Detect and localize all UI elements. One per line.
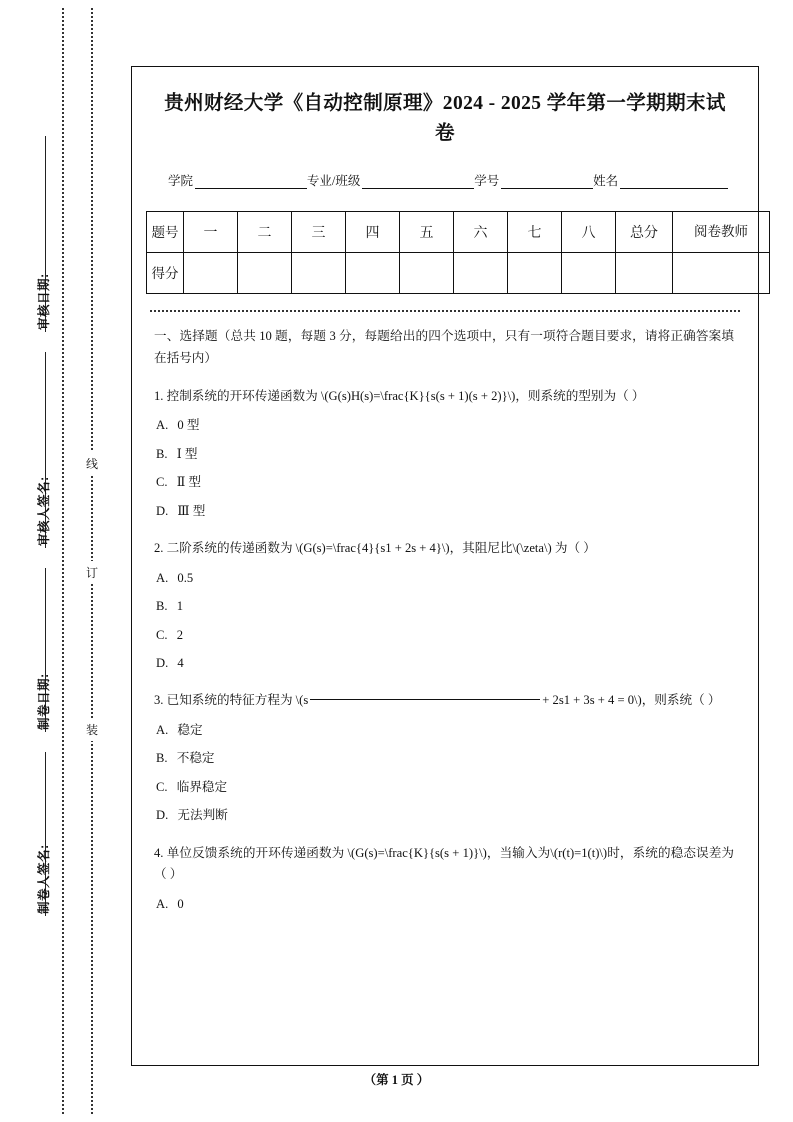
option-text: 临界稳定 [176, 779, 228, 794]
col-header-4: 四 [346, 212, 400, 253]
col-header-1: 一 [184, 212, 238, 253]
seal-char-bind: 订 [84, 561, 100, 584]
question-3-stem [154, 690, 734, 712]
option-label: D. [156, 808, 169, 823]
left-margin-annotations [0, 0, 118, 1122]
option-label: D. [156, 655, 169, 670]
section-heading: 一、选择题（总共 10 题，每题 3 分，每题给出的四个选项中，只有一项符合题目要求，请将正确答案填在括号内） [154, 329, 734, 366]
exam-body [154, 326, 734, 915]
score-table-header-row [147, 212, 770, 253]
score-cell-5[interactable] [400, 253, 454, 294]
page-footer: （第 1 页 ） [363, 1073, 430, 1087]
margin-label-preparer-signature: 制卷人签名: [37, 844, 51, 914]
name-label: 姓名 [593, 174, 619, 189]
exam-title-line2: 卷 [435, 123, 455, 145]
question-1-option-c[interactable] [156, 472, 734, 493]
question-3-option-b[interactable] [156, 748, 734, 769]
score-cell-2[interactable] [238, 253, 292, 294]
question-3-option-d[interactable] [156, 805, 734, 826]
name-field[interactable] [620, 175, 728, 189]
major-class-field[interactable] [362, 175, 474, 189]
score-cell-3[interactable] [292, 253, 346, 294]
option-label: A. [156, 570, 169, 585]
option-label: D. [156, 503, 169, 518]
option-text: 0 型 [177, 418, 200, 433]
question-3-stem-post: + 2s1 + 3s + 4 = 0\)，则系统（ ） [542, 693, 721, 708]
option-label: B. [156, 446, 168, 461]
dashed-outer-line [62, 8, 64, 1114]
question-1-option-d[interactable] [156, 501, 734, 522]
option-text: 4 [177, 655, 184, 670]
exam-title-line1: 贵州财经大学《自动控制原理》2024 - 2025 学年第一学期期末试 [164, 93, 726, 114]
option-label: A. [156, 722, 169, 737]
option-label: B. [156, 751, 168, 766]
option-text: Ⅲ 型 [177, 503, 206, 518]
question-2-option-b[interactable] [156, 596, 734, 617]
option-label: C. [156, 779, 168, 794]
col-header-grader: 阅卷教师 [673, 212, 770, 253]
score-cell-1[interactable] [184, 253, 238, 294]
col-header-6: 六 [454, 212, 508, 253]
col-header-8: 八 [562, 212, 616, 253]
row-label-score: 得分 [147, 253, 184, 294]
section-divider [150, 310, 740, 312]
option-label: C. [156, 627, 168, 642]
question-2-option-a[interactable] [156, 568, 734, 589]
question-1-option-a[interactable] [156, 415, 734, 436]
margin-label-prepare-date: 制卷日期: [37, 673, 51, 730]
col-header-7: 七 [508, 212, 562, 253]
score-table-score-row [147, 253, 770, 294]
option-label: B. [156, 599, 168, 614]
option-text: 0 [177, 896, 184, 911]
seal-char-seal: 装 [84, 718, 100, 741]
option-text: 1 [176, 599, 184, 614]
score-cell-total[interactable] [616, 253, 673, 294]
student-info-row [168, 171, 728, 189]
score-cell-7[interactable] [508, 253, 562, 294]
score-cell-8[interactable] [562, 253, 616, 294]
option-text: 0.5 [177, 570, 194, 585]
option-text: 2 [176, 627, 184, 642]
score-cell-grader[interactable] [673, 253, 770, 294]
student-id-field[interactable] [501, 175, 593, 189]
score-table [146, 211, 770, 294]
option-label: A. [156, 896, 169, 911]
option-text: 不稳定 [176, 751, 215, 766]
option-text: Ⅰ 型 [176, 446, 198, 461]
question-3-option-a[interactable] [156, 720, 734, 741]
option-text: 稳定 [177, 722, 203, 737]
college-label: 学院 [168, 174, 194, 189]
col-header-total: 总分 [616, 212, 673, 253]
question-3-option-c[interactable] [156, 777, 734, 798]
option-label: A. [156, 418, 169, 433]
question-1-option-b[interactable] [156, 444, 734, 465]
col-header-5: 五 [400, 212, 454, 253]
question-2-option-c[interactable] [156, 625, 734, 646]
question-2-option-d[interactable] [156, 653, 734, 674]
option-text: Ⅱ 型 [176, 475, 202, 490]
margin-label-review-date: 审核日期: [37, 273, 51, 330]
score-cell-4[interactable] [346, 253, 400, 294]
major-class-label: 专业/班级 [306, 174, 361, 189]
row-label-question-number: 题号 [147, 212, 184, 253]
col-header-3: 三 [292, 212, 346, 253]
option-text: 无法判断 [177, 808, 228, 823]
page-title [152, 89, 738, 149]
option-label: C. [156, 475, 168, 490]
question-3-stem-pre: 3. 已知系统的特征方程为 \(s [154, 693, 309, 708]
col-header-2: 二 [238, 212, 292, 253]
margin-label-reviewer-signature: 审核人签名: [37, 476, 51, 546]
question-2-stem: 2. 二阶系统的传递函数为 \(G(s)=\frac{4}{s1 + 2s + 4}\)，其阻尼比\(\zeta\) 为（ ） [154, 541, 596, 556]
score-cell-6[interactable] [454, 253, 508, 294]
question-4-stem: 4. 单位反馈系统的开环传递函数为 \(G(s)=\frac{K}{s(s + 1)}\)，当输入为\(r(t)=1(t)\)时，系统的稳态误差为（ ） [154, 845, 734, 882]
question-3-rule-artifact [310, 699, 540, 700]
student-id-label: 学号 [474, 174, 500, 189]
question-4-option-a[interactable] [156, 894, 734, 915]
seal-char-line: 线 [84, 452, 100, 475]
college-field[interactable] [195, 175, 307, 189]
exam-paper-frame [131, 66, 759, 1066]
question-1-stem: 1. 控制系统的开环传递函数为 \(G(s)H(s)=\frac{K}{s(s + 1)(s + 2)}\)，则系统的型别为（ ） [154, 388, 645, 403]
